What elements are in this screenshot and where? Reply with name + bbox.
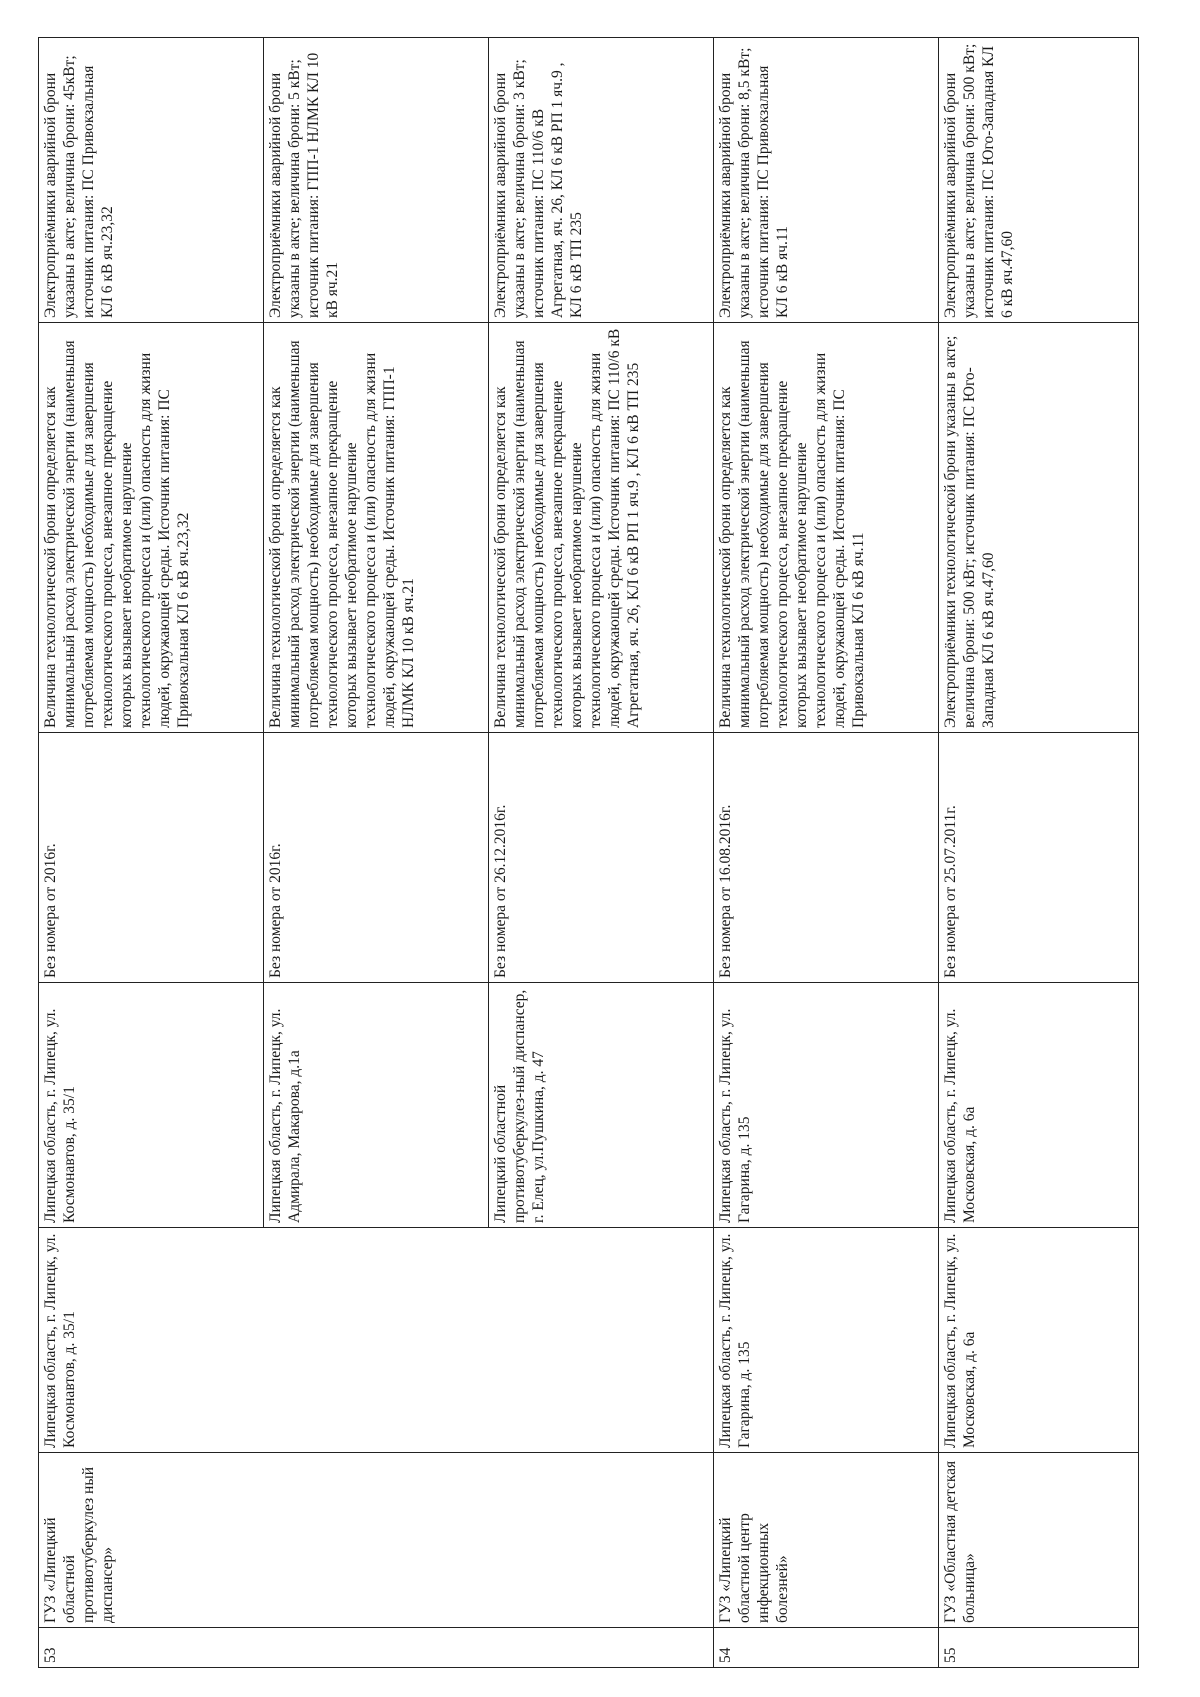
row-number: 55 (939, 1628, 1139, 1668)
emergency-reserve: Электроприёмники аварийной брони указаны в акте; величина брони: 500 кВт; источник питания: ПС Юго-Западная КЛ 6 кВ яч.47,60 (939, 38, 1139, 323)
act-info: Без номера от 2016г. (39, 733, 264, 983)
object-address: Липецкая область, г. Липецк, ул. Гагарина, д. 135 (714, 983, 939, 1228)
object-address: Липецкий областной противотуберкулез-ный диспансер, г. Елец, ул.Пушкина, д. 47 (489, 983, 714, 1228)
emergency-reserve: Электроприёмники аварийной брони указаны в акте; величина брони: 3 кВт; источник питания: ПС 110/6 кВ Агрегатная, яч. 26, КЛ 6 кВ РП 1 яч.9 , КЛ 6 кВ ТП 235 (489, 38, 714, 323)
organization-address: Липецкая область, г. Липецк, ул. Космонавтов, д. 35/1 (39, 1228, 714, 1453)
object-address: Липецкая область, г. Липецк, ул. Адмирала, Макарова, д.1а (264, 983, 489, 1228)
row-number: 54 (714, 1628, 939, 1668)
organization-name: ГУЗ «Липецкий областной противотуберкулез ный диспансер» (39, 1453, 714, 1628)
table-row (39, 38, 264, 1668)
table-row (939, 38, 1139, 1668)
technological-reserve: Величина технологической брони определяется как минимальный расход электрической энергии (наименьшая потребляемая мощность) необходимые для завершения технологического процесса, внезапное прекращение которых вызывает необратимое нарушение технологического процесса и (или) опасность для жизни людей, окружающей среды. Источник питания: ПС Привокзальная КЛ 6 кВ яч.11 (714, 323, 939, 733)
emergency-reserve: Электроприёмники аварийной брони указаны в акте; величина брони: 8,5 кВт; источник питания: ПС Привокзальная КЛ 6 кВ яч.11 (714, 38, 939, 323)
act-info: Без номера от 26.12.2016г. (489, 733, 714, 983)
organization-name: ГУЗ «Липецкий областной центр инфекционных болезней» (714, 1453, 939, 1628)
technological-reserve: Величина технологической брони определяется как минимальный расход электрической энергии (наименьшая потребляемая мощность) необходимые для завершения технологического процесса, внезапное прекращение которых вызывает необратимое нарушение технологического процесса и (или) опасность для жизни людей, окружающей среды. Источник питания: ПС 110/6 кВ Агрегатная, яч. 26, КЛ 6 кВ РП 1 яч.9 , КЛ 6 кВ ТП 235 (489, 323, 714, 733)
technological-reserve: Величина технологической брони определяется как минимальный расход электрической энергии (наименьшая потребляемая мощность) необходимые для завершения технологического процесса, внезапное прекращение которых вызывает необратимое нарушение технологического процесса и (или) опасность для жизни людей, окружающей среды. Источник питания: ГПП-1 НЛМК КЛ 10 кВ яч.21 (264, 323, 489, 733)
technological-reserve: Величина технологической брони определяется как минимальный расход электрической энергии (наименьшая потребляемая мощность) необходимые для завершения технологического процесса, внезапное прекращение которых вызывает необратимое нарушение технологического процесса и (или) опасность для жизни людей, окружающей среды. Источник питания: ПС Привокзальная КЛ 6 кВ яч.23,32 (39, 323, 264, 733)
act-info: Без номера от 25.07.2011г. (939, 733, 1139, 983)
organization-address: Липецкая область, г. Липецк, ул. Московская, д. 6а (939, 1228, 1139, 1453)
act-info: Без номера от 16.08.2016г. (714, 733, 939, 983)
object-address: Липецкая область, г. Липецк, ул. Космонавтов, д. 35/1 (39, 983, 264, 1228)
organization-address: Липецкая область, г. Липецк, ул. Гагарина, д. 135 (714, 1228, 939, 1453)
act-info: Без номера от 2016г. (264, 733, 489, 983)
emergency-reserve: Электроприёмники аварийной брони указаны в акте; величина брони: 5 кВт; источник питания: ГПП-1 НЛМК КЛ 10 кВ яч.21 (264, 38, 489, 323)
emergency-reserve: Электроприёмники аварийной брони указаны в акте; величина брони: 45кВт; источник питания: ПС Привокзальная КЛ 6 кВ яч.23,32 (39, 38, 264, 323)
organization-name: ГУЗ «Областная детская больница» (939, 1453, 1139, 1628)
object-address: Липецкая область, г. Липецк, ул. Московская, д. 6а (939, 983, 1139, 1228)
rotated-table-container (38, 38, 1138, 1668)
power-reserve-table (38, 37, 1139, 1668)
table-row (714, 38, 939, 1668)
technological-reserve: Электроприёмники технологической брони указаны в акте; величина брони: 500 кВт; источник питания: ПС Юго-Западная КЛ 6 кВ яч.47,60 (939, 323, 1139, 733)
row-number: 53 (39, 1628, 714, 1668)
